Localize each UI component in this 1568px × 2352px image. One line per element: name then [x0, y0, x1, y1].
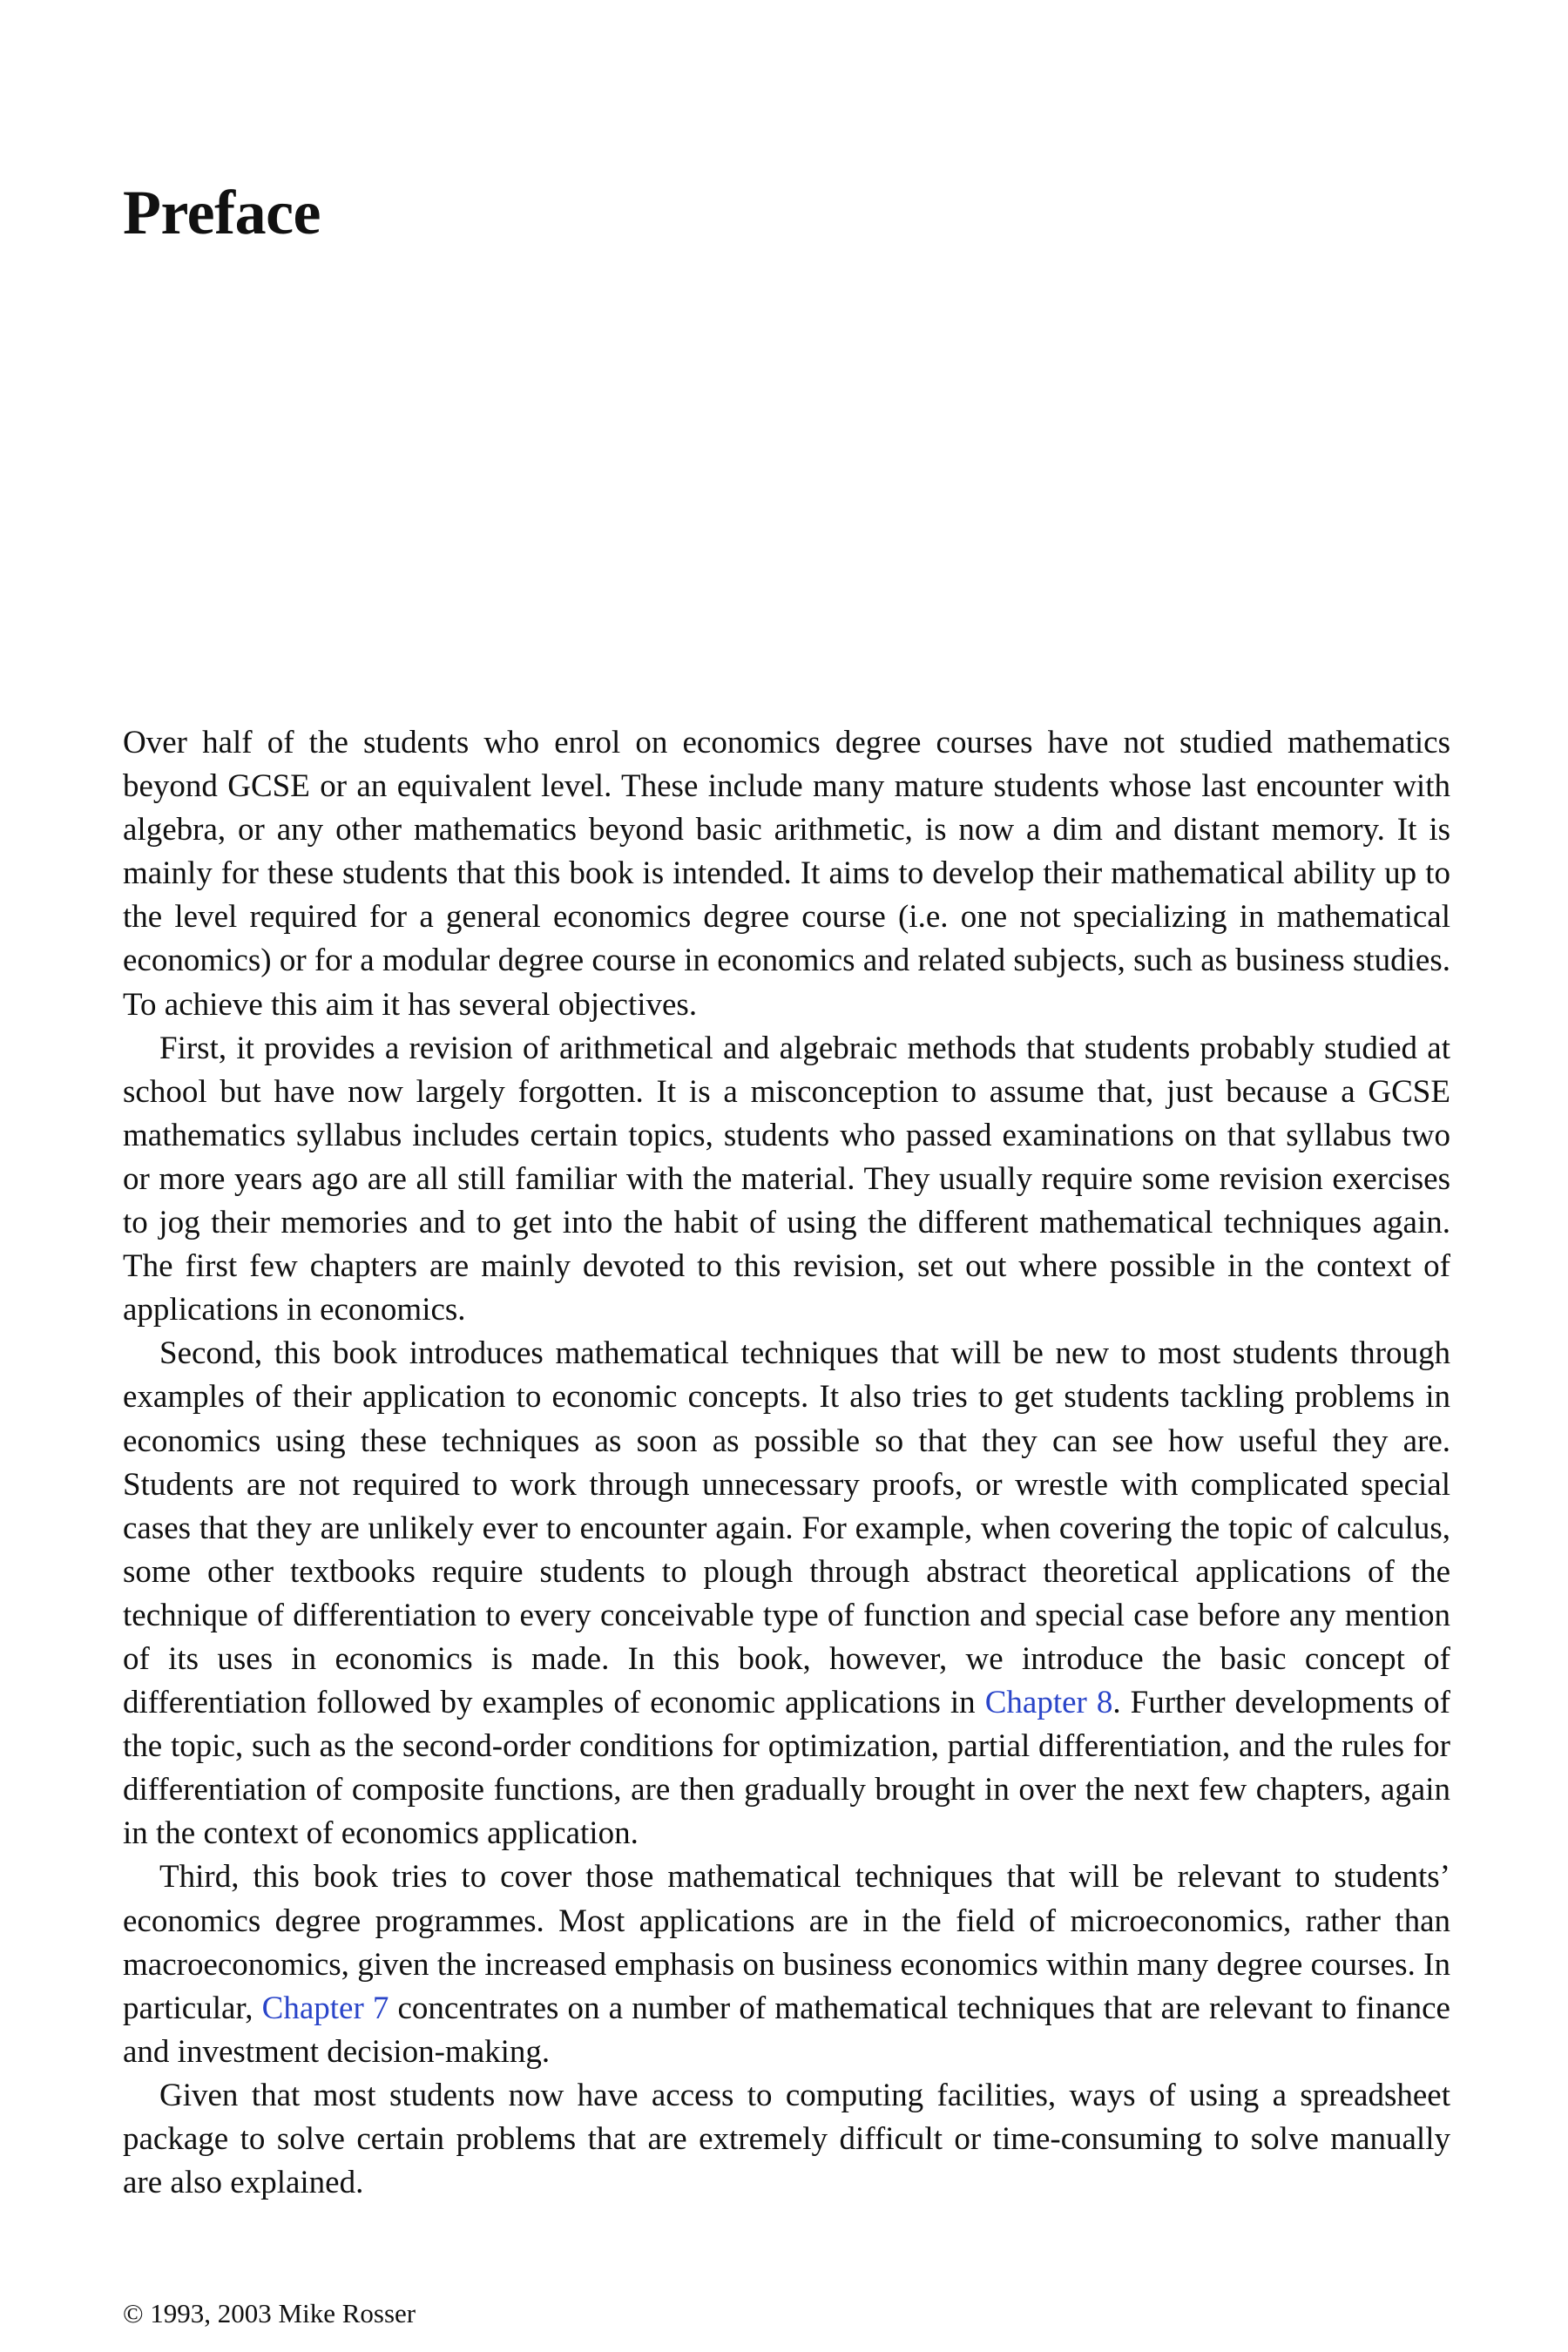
chapter-7-link[interactable]: Chapter 7 [261, 1990, 389, 2026]
page-title: Preface [123, 178, 321, 247]
copyright-notice: © 1993, 2003 Mike Rosser [123, 2298, 416, 2328]
paragraph-3-text-before: Second, this book introduces mathematical techniques that will be new to most students through examples of their application to economic concepts. It also tries to get students tackling problems in economics using these techniques as soon as possible so that they can see how useful they are. Students are not required to work through unnecessary proofs, or wrestle with complicated special cases that they are unlikely ever to encounter again. For example, when covering the topic of calculus, some other textbooks require students to plough through abstract theoretical applications of the technique of differentiation to every conceivable type of function and special case before any mention of its uses in economics is made. In this book, however, we introduce the basic concept of differentiation followed by examples of economic applications in [123, 1335, 1450, 1721]
chapter-8-link[interactable]: Chapter 8 [984, 1685, 1113, 1721]
paragraph-3-text-after: . Further developments of the topic, such as the second-order conditions for optimization, partial differentiation, and the rules for differentiation of composite functions, are then gradually brought in over the next few chapters, again in the context of economics application. [123, 1685, 1450, 1852]
preface-body [123, 721, 1450, 2205]
paragraph-2: First, it provides a revision of arithmetical and algebraic methods that students probably studied at school but have now largely forgotten. It is a misconception to assume that, just because a GCSE mathematics syllabus includes certain topics, students who passed examinations on that syllabus two or more years ago are all still familiar with the material. They usually require some revision exercises to jog their memories and to get into the habit of using the different mathematical techniques again. The first few chapters are mainly devoted to this revision, set out where possible in the context of applications in economics. [123, 1030, 1450, 1328]
paragraph-4-text-after: concentrates on a number of mathematical techniques that are relevant to finance and investment decision-making. [123, 1990, 1450, 2070]
paragraph-1: Over half of the students who enrol on economics degree courses have not studied mathematics beyond GCSE or an equivalent level. These include many mature students whose last encounter with algebra, or any other mathematics beyond basic arithmetic, is now a dim and distant memory. It is mainly for these students that this book is intended. It aims to develop their mathematical ability up to the level required for a general economics degree course (i.e. one not specializing in mathematical economics) or for a modular degree course in economics and related subjects, such as business studies. To achieve this aim it has several objectives. [123, 725, 1450, 1023]
paragraph-5: Given that most students now have access to computing facilities, ways of using a spreadsheet package to solve certain problems that are extremely difficult or time-consuming to solve manually are also explained. [123, 2077, 1450, 2201]
paragraph-3 [123, 1332, 1450, 1855]
paragraph-4 [123, 1855, 1450, 2073]
paragraph-4-text-before: Third, this book tries to cover those mathematical techniques that will be relevant to students’ economics degree programmes. Most applications are in the field of microeconomics, rather than macroeconomics, given the increased emphasis on business economics within many degree courses. In particular, [123, 1859, 1450, 2026]
